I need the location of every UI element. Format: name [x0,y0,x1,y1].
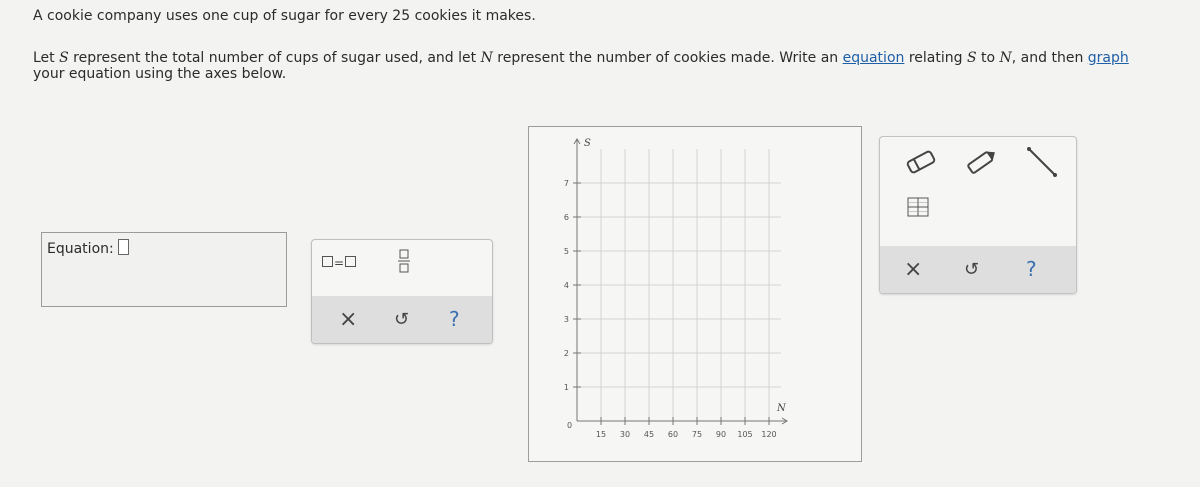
equals-sign: = [334,256,345,270]
equation-answer-box[interactable] [41,232,287,307]
y-axis-label: S [584,138,591,149]
y-tick-label: 1 [563,383,569,392]
eraser-icon [904,160,938,179]
y-tick-label: 4 [563,281,569,290]
pencil-tool[interactable] [964,147,998,181]
instr-text: represent the number of cookies made. Write an [492,50,843,66]
x-tick-label: 120 [761,430,777,439]
box-icon [322,256,333,267]
y-tick-label: 2 [563,349,569,358]
y-tick-label: 5 [563,247,569,256]
x-axis-label: N [777,403,786,414]
graph-link[interactable]: graph [1087,50,1129,66]
fraction-key[interactable] [398,249,410,277]
equation-input-slot[interactable] [118,239,129,255]
point-tool[interactable] [904,149,938,179]
var-n: N [480,50,493,66]
var-s: S [59,50,69,66]
y-tick-label: 6 [563,213,569,222]
pencil-icon [964,162,998,181]
graph-panel[interactable] [528,126,862,462]
equation-template-key[interactable] [322,256,356,270]
function-tool[interactable] [907,197,929,221]
x-tick-label: 30 [619,430,631,439]
axes [573,139,787,425]
graph-clear-button[interactable]: × [904,257,923,282]
grid-lines [577,149,781,421]
var-s: S [966,50,977,66]
y-tick-label: 7 [563,179,569,188]
x-tick-label: 105 [737,430,753,439]
instr-text: , and then [1011,50,1088,66]
x-tick-label: 15 [595,430,607,439]
undo-button[interactable]: ↺ [394,309,410,330]
y-tick-label: 3 [563,315,569,324]
instr-text: to [976,50,1000,66]
question-line-1: A cookie company uses one cup of sugar for every 25 cookies it makes. [33,8,536,24]
instr-text: relating [904,50,967,66]
x-tick-label: 90 [715,430,727,439]
x-tick-label: 45 [643,430,655,439]
instr-text: represent the total number of cups of sugar used, and let [68,50,481,66]
graph-undo-button[interactable]: ↺ [964,259,980,280]
equation-label [47,239,129,257]
instr-text: your equation using the axes below. [33,66,287,82]
help-button[interactable]: ? [449,307,460,331]
math-keypad [311,239,493,344]
function-grid-icon [907,202,929,221]
clear-button[interactable]: × [339,307,358,332]
question-instructions [33,50,1163,82]
graph-help-button[interactable]: ? [1026,257,1037,281]
box-icon [345,256,356,267]
instr-text: Let [33,50,60,66]
line-segment-icon [1025,164,1059,183]
equation-link[interactable]: equation [842,50,905,66]
x-tick-label: 60 [667,430,679,439]
graph-tools-panel [879,136,1077,294]
var-n: N [999,50,1012,66]
graph-canvas[interactable] [529,127,861,461]
origin-label: 0 [567,421,573,430]
line-tool[interactable] [1025,145,1059,183]
fraction-icon [398,258,410,277]
x-tick-label: 75 [691,430,703,439]
equation-label-text: Equation: [47,241,114,257]
graph-tools-actions-row [880,246,1076,293]
keypad-actions-row [312,296,492,343]
